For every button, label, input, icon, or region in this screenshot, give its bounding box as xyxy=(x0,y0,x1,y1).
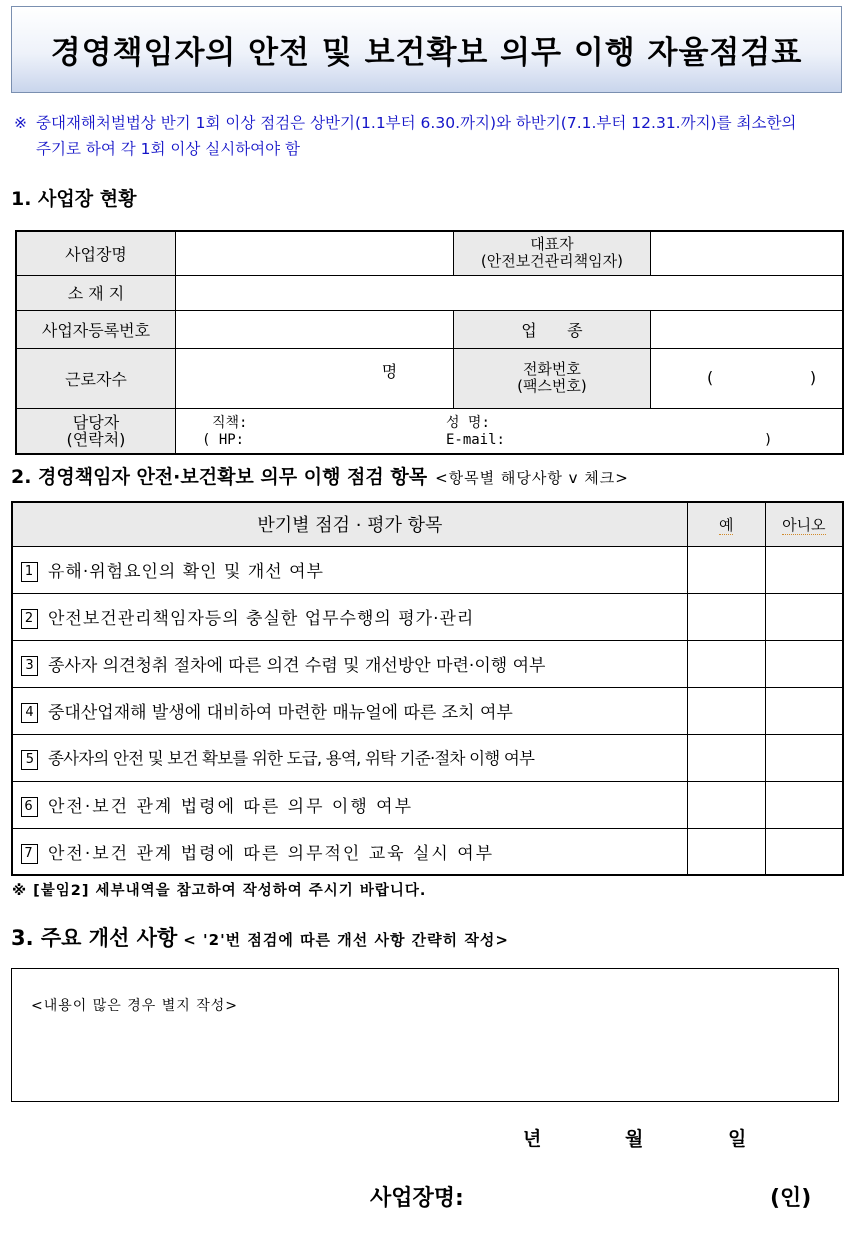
checkbox-no-7[interactable] xyxy=(765,828,843,875)
checklist-header-no xyxy=(765,502,843,546)
item-text-5: 종사자의 안전 및 보건 확보를 위한 도급, 용역, 위탁 기준·절차 이행 여부 xyxy=(48,749,535,769)
checkbox-yes-7[interactable] xyxy=(687,828,765,875)
fax-paren: ( ) xyxy=(707,367,817,387)
checkbox-yes-3[interactable] xyxy=(687,640,765,687)
section2-title-text: 2. 경영책임자 안전·보건확보 의무 이행 점검 항목 xyxy=(11,466,428,488)
item-number-7: 7 xyxy=(21,844,38,864)
checklist-item-5 xyxy=(12,734,687,781)
notice-mark: ※ xyxy=(14,114,27,132)
address-label: 소 재 지 xyxy=(16,275,175,310)
signature-workplace-label: 사업장명: xyxy=(370,1186,464,1211)
workplace-name-label: 사업장명 xyxy=(16,231,175,275)
address-field[interactable] xyxy=(175,275,843,310)
memo-placeholder: <내용이 많은 경우 별지 작성> xyxy=(31,998,239,1014)
checkbox-no-5[interactable] xyxy=(765,734,843,781)
document-title-text: 경영책임자의 안전 및 보건확보 의무 이행 자율점검표 xyxy=(50,35,803,71)
checklist-item-4 xyxy=(12,687,687,734)
checklist-header-yes xyxy=(687,502,765,546)
contact-label xyxy=(16,408,175,454)
contact-label-2: (연락처) xyxy=(66,429,126,449)
business-number-label: 사업자등록번호 xyxy=(16,310,175,348)
phone-label-2: (팩스번호) xyxy=(517,377,587,395)
position-label: 직책: xyxy=(211,414,248,431)
representative-label-2: (안전보건관리책임자) xyxy=(480,252,623,271)
date-year: 년 xyxy=(523,1128,542,1150)
section3-title xyxy=(11,922,509,952)
checkbox-yes-4[interactable] xyxy=(687,687,765,734)
notice xyxy=(14,110,850,162)
workplace-info-table xyxy=(15,230,844,455)
workplace-name-field[interactable] xyxy=(175,231,453,275)
no-header-text: 아니오 xyxy=(782,515,826,534)
date-month: 월 xyxy=(625,1128,644,1150)
email-close-paren: ) xyxy=(763,431,773,448)
industry-label: 업 종 xyxy=(454,310,650,348)
section2-subtitle: <항목별 해당사항 v 체크> xyxy=(435,469,629,487)
hp-label: ( HP: xyxy=(201,431,245,448)
section1-title: 1. 사업장 현황 xyxy=(11,188,137,210)
improvement-memo-box[interactable] xyxy=(11,968,839,1102)
item-text-6: 안전·보건 관계 법령에 따른 의무 이행 여부 xyxy=(48,797,414,817)
checklist-item-6 xyxy=(12,781,687,828)
checklist-item-3 xyxy=(12,640,687,687)
representative-field[interactable] xyxy=(650,231,843,275)
checklist-table xyxy=(11,501,844,876)
item-text-4: 중대산업재해 발생에 대비하여 마련한 매뉴얼에 따른 조치 여부 xyxy=(48,703,513,723)
item-number-6: 6 xyxy=(21,797,38,817)
document-title xyxy=(11,6,842,93)
notice-line-1 xyxy=(14,110,850,136)
yes-header-text: 예 xyxy=(718,515,734,534)
item-text-3: 종사자 의견청취 절차에 따른 의견 수렴 및 개선방안 마련·이행 여부 xyxy=(48,656,546,676)
workers-field[interactable] xyxy=(175,348,453,408)
phone-label-1: 전화번호 xyxy=(522,360,581,378)
checkbox-yes-2[interactable] xyxy=(687,593,765,640)
contact-label-1: 담당자 xyxy=(72,412,120,432)
date-day: 일 xyxy=(728,1128,747,1150)
industry-field[interactable] xyxy=(650,310,843,348)
checklist-item-2 xyxy=(12,593,687,640)
email-label: E-mail: xyxy=(445,431,505,448)
attachment-note: ※ [붙임2] 세부내역을 참고하여 작성하여 주시기 바랍니다. xyxy=(12,883,427,899)
notice-text-1: 중대재해처벌법상 반기 1회 이상 점검은 상반기(1.1부터 6.30.까지)와 하반기(7.1.부터 12.31.까지)를 최소한의 xyxy=(36,114,797,132)
checklist-header-item: 반기별 점검 · 평가 항목 xyxy=(12,502,687,546)
section3-title-text: 3. 주요 개선 사항 xyxy=(11,926,178,950)
item-number-2: 2 xyxy=(21,609,38,629)
workers-label: 근로자수 xyxy=(16,348,175,408)
item-text-7: 안전·보건 관계 법령에 따른 의무적인 교육 실시 여부 xyxy=(48,843,495,864)
checkbox-no-2[interactable] xyxy=(765,593,843,640)
name-label: 성 명: xyxy=(445,414,490,431)
item-number-5: 5 xyxy=(21,750,38,770)
checkbox-no-4[interactable] xyxy=(765,687,843,734)
checklist-item-7 xyxy=(12,828,687,875)
checkbox-yes-1[interactable] xyxy=(687,546,765,593)
item-text-1: 유해·위험요인의 확인 및 개선 여부 xyxy=(48,562,324,582)
phone-label xyxy=(454,348,650,408)
item-number-3: 3 xyxy=(21,656,38,676)
item-text-2: 안전보건관리책임자등의 충실한 업무수행의 평가·관리 xyxy=(48,609,475,629)
phone-field[interactable] xyxy=(650,348,843,408)
checkbox-no-3[interactable] xyxy=(765,640,843,687)
representative-label-1: 대표자 xyxy=(530,235,574,254)
checkbox-no-6[interactable] xyxy=(765,781,843,828)
checkbox-yes-5[interactable] xyxy=(687,734,765,781)
checklist-item-1 xyxy=(12,546,687,593)
checkbox-no-1[interactable] xyxy=(765,546,843,593)
notice-line-2: 주기로 하여 각 1회 이상 실시하여야 함 xyxy=(36,140,301,158)
item-number-1: 1 xyxy=(21,562,38,582)
representative-label xyxy=(454,231,650,275)
signature-seal: (인) xyxy=(770,1186,812,1211)
section2-title xyxy=(11,462,629,489)
business-number-field[interactable] xyxy=(175,310,453,348)
workers-unit: 명 xyxy=(381,361,398,381)
item-number-4: 4 xyxy=(21,703,38,723)
section3-subtitle: < '2'번 점검에 따른 개선 사항 간략히 작성> xyxy=(183,931,509,949)
checkbox-yes-6[interactable] xyxy=(687,781,765,828)
contact-field[interactable] xyxy=(175,408,843,454)
